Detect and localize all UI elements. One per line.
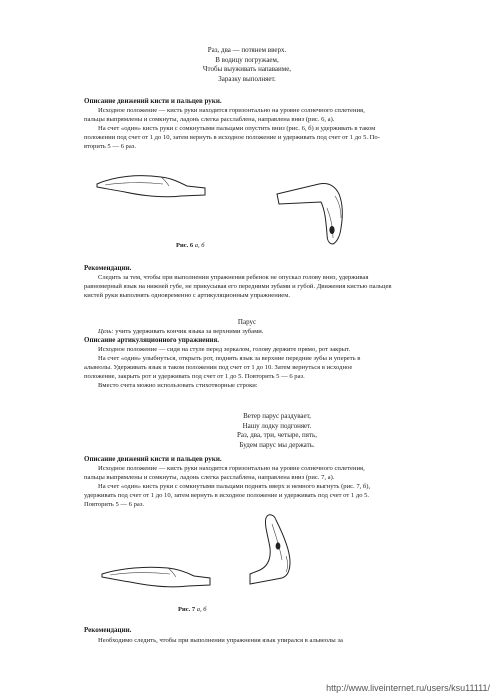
exercise-title: Парус bbox=[237, 318, 257, 326]
exercise-goal bbox=[84, 327, 458, 336]
poem-line: Раз, два — потянем вверх. bbox=[207, 46, 287, 54]
figure-sub: а, б bbox=[194, 242, 205, 249]
hand-illustration-fig7 bbox=[100, 510, 360, 602]
text-line: Исходное положение — кисть руки находится горизонтально на уровне солнечного сплетения, bbox=[98, 107, 365, 114]
recommendations-heading: Рекомендации. bbox=[84, 626, 132, 634]
section-paragraph bbox=[84, 106, 458, 151]
section-paragraph bbox=[84, 464, 458, 509]
exercise-paragraph bbox=[84, 345, 458, 390]
figure-caption bbox=[176, 242, 205, 249]
text-line: На счет «один» улыбнуться, открыть рот, поднять язык за верхние передние зубы и упереть в bbox=[98, 355, 361, 362]
poem-line: Ветер парус раздувает, bbox=[243, 412, 311, 420]
poem-line: Заразку выполняет. bbox=[218, 74, 276, 83]
text-line: На счет «один» кисть руки с сомкнутыми пальцами поднять вверх и немного выгнуть (рис. 7, б), bbox=[98, 483, 371, 490]
text-line: положение, закрыть рот и удерживать под счет от 1 до 5. Повторить 5 — 6 раз. bbox=[84, 373, 305, 380]
poem-parus bbox=[30, 412, 494, 450]
text-line: равномерный язык на нижней губе, не прикусывая его передними зубами и губой. Движения кистью пальцев bbox=[84, 283, 392, 290]
section-heading: Описание движений кисти и пальцев руки. bbox=[84, 97, 222, 105]
text-line: Вместо счета можно использовать стихотворные строки: bbox=[98, 382, 258, 389]
text-line: положении под счет от 1 до 10, затем вернуть в исходное положение и удерживать под счет от 1 до 5. По- bbox=[84, 134, 380, 141]
recommendations-paragraph bbox=[84, 636, 458, 645]
text-line: вторить 5 — 6 раз. bbox=[84, 143, 137, 150]
text-line: Следить за тем, чтобы при выполнении упражнения ребенок не опускал голову вниз, удерживая bbox=[98, 274, 369, 281]
poem-line: Чтобы выуживать напаваиме, bbox=[202, 65, 292, 73]
text-line: кистей руки выполнять одновременно с артикуляционным упражнением. bbox=[84, 292, 291, 299]
figure-label: Рис. 6 bbox=[176, 242, 194, 249]
poem-top bbox=[0, 46, 494, 84]
figure-label: Рис. 7 bbox=[178, 606, 196, 613]
text-line: Исходное положение — сидя на стуле перед зеркалом, голову держите прямо, рот закрыт. bbox=[98, 346, 351, 353]
text-line: На счет «один» кисть руки с сомкнутыми пальцами опустить вниз (рис. 6, б) и удерживать в таком bbox=[98, 125, 376, 132]
text-line: Необходимо следить, чтобы при выполнении упражнения язык упирался в альвеолы за bbox=[98, 637, 343, 644]
text-line: удерживать под счет от 1 до 10, затем вернуть в исходное положение и удерживать под счет от 1 до 5. bbox=[84, 492, 370, 499]
figure-caption bbox=[178, 606, 207, 613]
recommendations-paragraph bbox=[84, 273, 458, 300]
poem-line: Будем парус мы держать. bbox=[239, 440, 315, 449]
poem-line: В водицу погружаем, bbox=[215, 55, 279, 64]
text-line: Повторить 5 — 6 раз. bbox=[84, 501, 145, 508]
poem-line: Нашу лодку подгоняет. bbox=[242, 421, 312, 430]
text-line: пальцы выпрямлены и сомкнуты, ладонь слегка расслаблена, направлена вниз (рис. 7, а). bbox=[84, 474, 335, 481]
goal-label: Цель: bbox=[98, 328, 114, 335]
poem-line: Раз, два, три, четыре, пять, bbox=[236, 431, 317, 439]
text-line: пальцы выпрямлены и сомкнуты, ладонь слегка расслаблена, направлена вниз (рис. 6, а). bbox=[84, 116, 335, 123]
section-heading: Описание артикуляционного упражнения. bbox=[84, 336, 220, 344]
source-url: http://www.liveinternet.ru/users/ksu11111/ bbox=[326, 683, 490, 693]
section-heading: Описание движений кисти и пальцев руки. bbox=[84, 455, 222, 463]
recommendations-heading: Рекомендации. bbox=[84, 264, 132, 272]
text-line: Исходное положение — кисть руки находится горизонтально на уровне солнечного сплетения, bbox=[98, 465, 365, 472]
hand-illustration-fig6 bbox=[95, 168, 375, 250]
goal-text: учить удерживать кончик языка за верхними зубами. bbox=[113, 328, 264, 335]
figure-sub: а, б bbox=[196, 606, 207, 613]
text-line: альвеолы. Удерживать язык в таком положении под счет от 1 до 10. Затем вернуться в исходное bbox=[84, 364, 353, 371]
